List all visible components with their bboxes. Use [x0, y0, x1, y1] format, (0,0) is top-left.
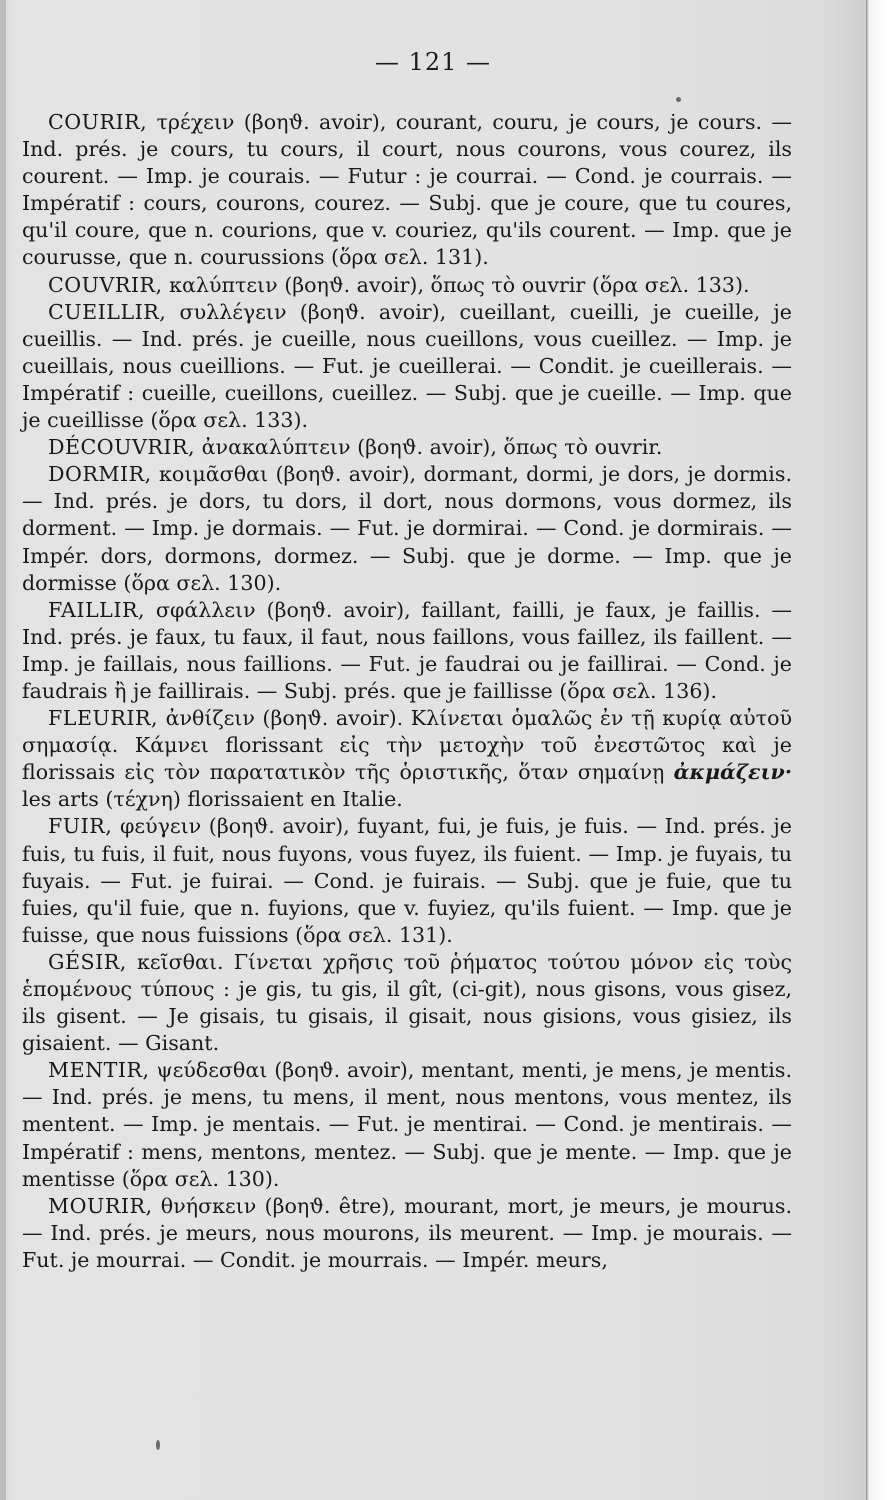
entry-body: σφάλλειν (βοηϑ. avoir), faillant, failli, je faux, je faillis. — Ind. prés. je faux, tu faux, il faut, nous faillons, vous faillez, ils faillent. — Imp. je faillais, nous faillions. — Fut. je faudrai ou je faillirai. — Cond. je faudrais ἢ je faillirais. — Subj. prés. que je faillisse (ὅρα σελ. 136).	[22, 597, 792, 703]
binding-edge	[0, 0, 6, 1500]
page-number: — 121 —	[374, 48, 492, 76]
entry-body: ψεύδεσθαι (βοηϑ. avoir), mentant, menti, je mens, je mentis. — Ind. prés. je mens, tu mens, il ment, nous mentons, vous mentez, ils mentent. — Imp. je mentais. — Fut. je mentirai. — Cond. je mentirais. — Impératif : mens, mentons, mentez. — Subj. que je mente. — Imp. que je mentisse (ὅρα σελ. 130).	[22, 1058, 792, 1191]
entry-cueillir	[22, 299, 792, 434]
entry-term: FLEURIR,	[48, 706, 159, 731]
entry-term: DORMIR,	[48, 462, 152, 487]
entry-body-tail: les arts (τέχνη) florissaient en Italie.	[22, 787, 403, 812]
entry-courir	[22, 109, 792, 272]
entry-body: φεύγειν (βοηϑ. avoir), fuyant, fui, je fuis, je fuis. — Ind. prés. je fuis, tu fuis, il fuit, nous fuyons, vous fuyez, ils fuient. — Imp. je fuyais, tu fuyais. — Fut. je fuirai. — Cond. je fuirais. — Subj. que je fuie, que tu fuies, qu'il fuie, que n. fuyions, que v. fuyiez, qu'ils fuient. — Imp. que je fuisse, que nous fuissions (ὅρα σελ. 131).	[22, 814, 792, 947]
entry-term: DÉCOUVRIR,	[48, 435, 196, 460]
entry-faillir	[22, 597, 792, 705]
entry-fleurir	[22, 705, 792, 813]
entry-decouvrir	[22, 434, 792, 461]
ink-speck	[676, 97, 681, 102]
entry-term: MOURIR,	[48, 1193, 153, 1218]
entry-fuir	[22, 813, 792, 948]
entry-body: θνήσκειν (βοηϑ. être), mourant, mort, je meurs, je mourus. — Ind. prés. je meurs, nous mourons, ils meurent. — Imp. je mourais. — Fut. je mourrai. — Condit. je mourrais. — Impér. meurs,	[22, 1193, 792, 1272]
entry-term: FUIR,	[48, 814, 113, 839]
entry-term: FAILLIR,	[48, 597, 146, 622]
entry-emphasis: ἀκμάζειν·	[673, 760, 792, 785]
entry-dormir	[22, 461, 792, 596]
entry-couvrir	[22, 272, 792, 299]
entry-body: κοιμᾶσθαι (βοηϑ. avoir), dormant, dormi, je dors, je dormis. — Ind. prés. je dors, tu dors, il dort, nous dormons, vous dormez, ils dorment. — Imp. je dormais. — Fut. je dormirai. — Cond. je dormirais. — Impér. dors, dormons, dormez. — Subj. que je dorme. — Imp. que je dormisse (ὅρα σελ. 130).	[22, 462, 792, 595]
verb-list	[22, 109, 792, 1274]
entry-body: κεῖσθαι. Γίνεται χρῆσις τοῦ ῥήματος τούτου μόνον εἰς τοὺς ἑπομένους τύπους : je gis, tu gis, il gît, (ci-git), nous gisons, vous gisez, ils gisent. — Je gisais, tu gisais, il gisait, nous gisions, vous gisiez, ils gisaient. — Gisant.	[22, 949, 792, 1056]
entry-body: συλλέγειν (βοηϑ. avoir), cueillant, cueilli, je cueille, je cueillis. — Ind. prés. je cueille, nous cueillons, vous cueillez. — Imp. je cueillais, nous cueillions. — Fut. je cueillerai. — Condit. je cueillerais. — Impératif : cueille, cueillons, cueillez. — Subj. que je cueille. — Imp. que je cueillisse (ὅρα σελ. 133).	[22, 299, 792, 433]
entry-term: MENTIR,	[48, 1058, 150, 1083]
entry-body: τρέχειν (βοηϑ. avoir), courant, couru, je cours, je cours. — Ind. prés. je cours, tu cours, il court, nous courons, vous courez, ils courent. — Imp. je courais. — Futur : je courrai. — Cond. je courrais. — Impératif : cours, courons, courez. — Subj. que je coure, que tu coures, qu'il coure, que n. courions, que v. couriez, qu'ils courent. — Imp. que je courusse, que n. courussions (ὅρα σελ. 131).	[22, 110, 792, 270]
entry-term: COUVRIR,	[48, 272, 163, 297]
page-edge	[866, 0, 889, 1500]
entry-term: CUEILLIR,	[48, 299, 167, 324]
entry-mourir	[22, 1193, 792, 1274]
ink-speck	[156, 1440, 160, 1450]
entry-term: COURIR,	[48, 110, 148, 134]
entry-body: καλύπτειν (βοηϑ. avoir), ὅπως τὸ ouvrir (ὅρα σελ. 133).	[162, 272, 750, 297]
entry-gesir	[22, 949, 792, 1057]
entry-body: ἀνακαλύπτειν (βοηϑ. avoir), ὅπως τὸ ouvrir.	[195, 435, 663, 460]
entry-mentir	[22, 1057, 792, 1192]
entry-term: GÉSIR,	[48, 949, 127, 974]
entry-body: ἀνθίζειν (βοηϑ. avoir). Κλίνεται ὁμαλῶς ἐν τῇ κυρίᾳ αὐτοῦ σημασίᾳ. Κάμνει florissant εἰς τὴν μετοχὴν τοῦ ἐνεστῶτος καὶ je florissais εἰς τὸν παρατατικὸν τῆς ὁριστικῆς, ὅταν σημαίνῃ	[22, 706, 792, 785]
